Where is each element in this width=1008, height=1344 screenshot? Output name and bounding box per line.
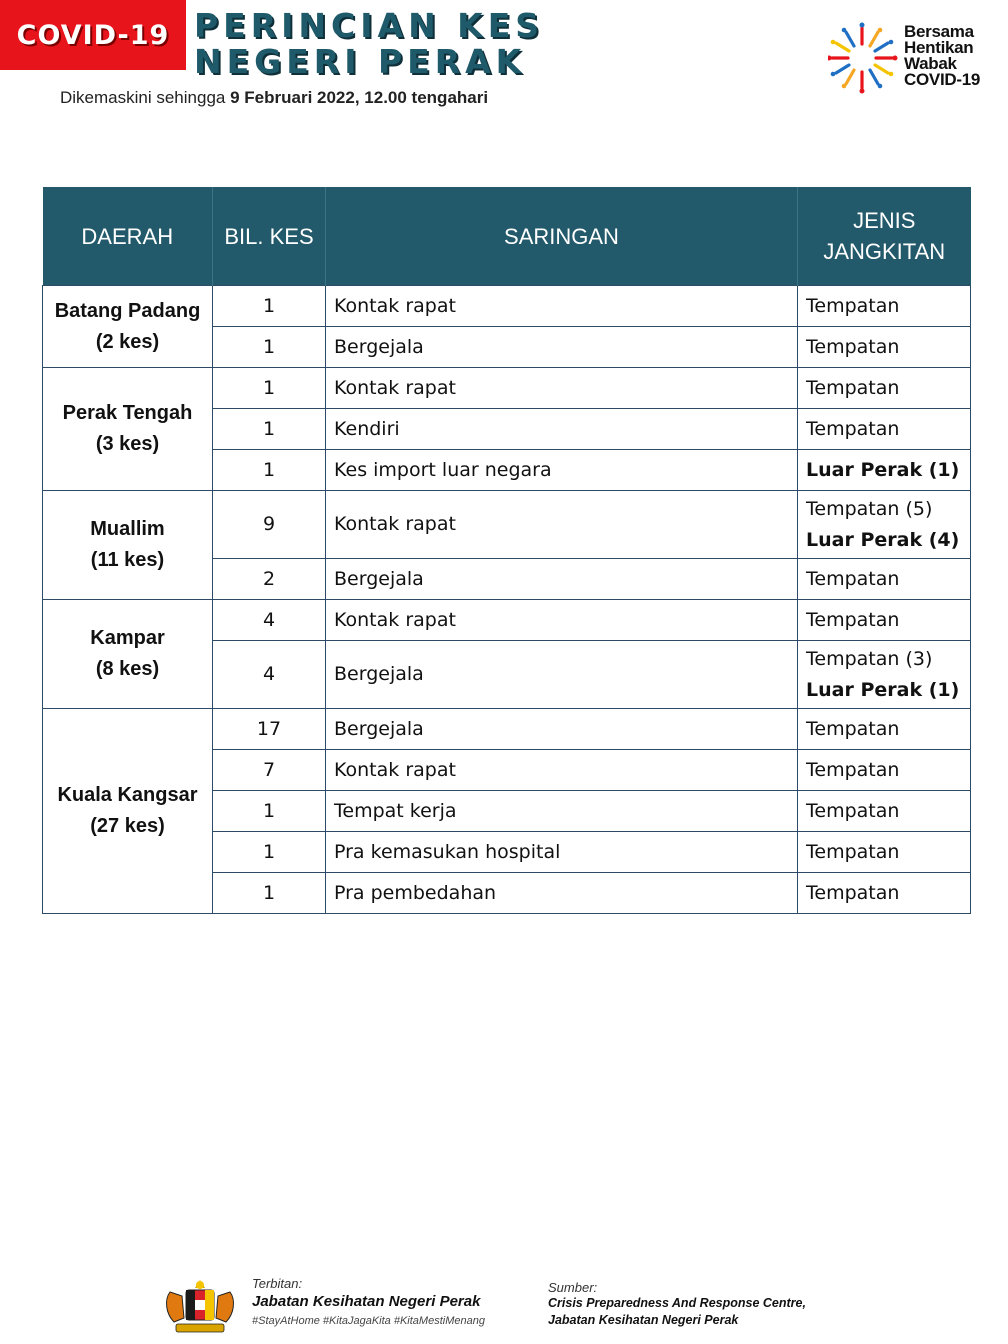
header-jenis-label: JENIS JANGKITAN [823,208,946,264]
infection-type [798,286,971,327]
infection-local: Tempatan [806,377,900,399]
district-name: Perak Tengah [62,402,193,424]
case-count: 1 [213,368,326,409]
infection-outside: Luar Perak (1) [806,678,960,701]
infection-local: Tempatan [806,800,900,822]
infection-outside: Luar Perak (1) [806,459,960,481]
district-cell [43,286,213,368]
case-count: 17 [213,709,326,750]
screening-type: Pra pembedahan [326,873,798,914]
screening-type: Bergejala [326,559,798,600]
logo-line: Bersama [904,22,974,41]
screening-type: Tempat kerja [326,791,798,832]
infection-local: Tempatan [806,759,900,781]
infection-local: Tempatan [806,568,900,590]
infection-type [798,750,971,791]
infection-type [798,873,971,914]
update-timestamp [60,88,488,108]
source-label: Sumber: [548,1280,598,1295]
title-line-2: NEGERI PERAK [194,42,527,81]
infection-type [798,641,971,709]
district-cell [43,368,213,491]
infection-type [798,327,971,368]
publisher-block [252,1276,485,1327]
covid-badge: COVID-19 [0,0,186,70]
district-cell [43,709,213,914]
infection-local: Tempatan [806,336,900,358]
title-line-1: PERINCIAN KES [194,6,545,45]
infection-outside: Luar Perak (4) [806,528,960,551]
district-name: Kampar [90,627,165,649]
publisher-name: Jabatan Kesihatan Negeri Perak [252,1293,481,1310]
infection-local: Tempatan (3) [806,647,933,670]
update-value: 9 Februari 2022, 12.00 tengahari [230,88,489,107]
district-name: Batang Padang [54,299,201,322]
screening-type: Kontak rapat [326,750,798,791]
table-row [43,491,971,559]
hashtags: #StayAtHome #KitaJagaKita #KitaMestiMenang [252,1315,485,1327]
table-header-row [43,187,971,286]
page-title [194,8,544,80]
header-daerah: DAERAH [43,187,213,286]
infection-type [798,791,971,832]
source-block [548,1280,806,1329]
district-total: (3 kes) [95,433,160,455]
district-total: (27 kes) [90,815,165,837]
district-cell [43,600,213,709]
district-total: (2 kes) [95,330,160,353]
case-count: 1 [213,832,326,873]
case-count: 2 [213,559,326,600]
case-details-table [42,187,971,914]
infection-type [798,832,971,873]
screening-type: Bergejala [326,641,798,709]
campaign-logo [828,18,998,100]
infection-type [798,709,971,750]
update-prefix: Dikemaskini sehingga [60,88,226,107]
table-row [43,286,971,327]
infection-local: Tempatan [806,841,900,863]
infection-type [798,600,971,641]
district-name: Kuala Kangsar [57,784,198,806]
case-count: 1 [213,327,326,368]
screening-type: Pra kemasukan hospital [326,832,798,873]
infection-local: Tempatan [806,418,900,440]
header-bil-kes: BIL. KES [213,187,326,286]
screening-type: Kontak rapat [326,491,798,559]
infection-local: Tempatan [806,718,900,740]
infection-local: Tempatan (5) [806,497,933,520]
publisher-label: Terbitan: [252,1276,303,1291]
case-count: 9 [213,491,326,559]
district-name: Muallim [90,518,165,540]
logo-line: COVID-19 [904,70,981,89]
case-count: 4 [213,600,326,641]
screening-type: Kontak rapat [326,368,798,409]
infection-type [798,450,971,491]
infection-type [798,559,971,600]
infection-local: Tempatan [806,609,900,631]
infection-local: Tempatan [806,295,900,317]
table-row [43,600,971,641]
screening-type: Kendiri [326,409,798,450]
infection-local: Tempatan [806,882,900,904]
table-row [43,368,971,409]
logo-line: Wabak [904,54,957,73]
source-line-1: Crisis Preparedness And Response Centre, [548,1296,806,1310]
case-count: 1 [213,791,326,832]
infection-type [798,368,971,409]
screening-type: Bergejala [326,709,798,750]
case-count: 1 [213,873,326,914]
infection-type [798,491,971,559]
case-count: 1 [213,409,326,450]
case-count: 1 [213,286,326,327]
screening-type: Kes import luar negara [326,450,798,491]
screening-type: Bergejala [326,327,798,368]
malaysia-crest-icon [160,1278,240,1336]
case-count: 7 [213,750,326,791]
header-saringan: SARINGAN [326,187,798,286]
case-count: 4 [213,641,326,709]
district-total: (8 kes) [95,658,160,680]
district-cell [43,491,213,600]
campaign-logo-text [904,24,980,88]
table-row [43,709,971,750]
case-count: 1 [213,450,326,491]
screening-type: Kontak rapat [326,286,798,327]
infection-type [798,409,971,450]
campaign-ring-icon [828,18,900,98]
header-jenis-jangkitan [798,187,971,286]
logo-line: Hentikan [904,38,974,57]
screening-type: Kontak rapat [326,600,798,641]
source-line-2: Jabatan Kesihatan Negeri Perak [548,1313,739,1327]
district-total: (11 kes) [90,549,165,571]
